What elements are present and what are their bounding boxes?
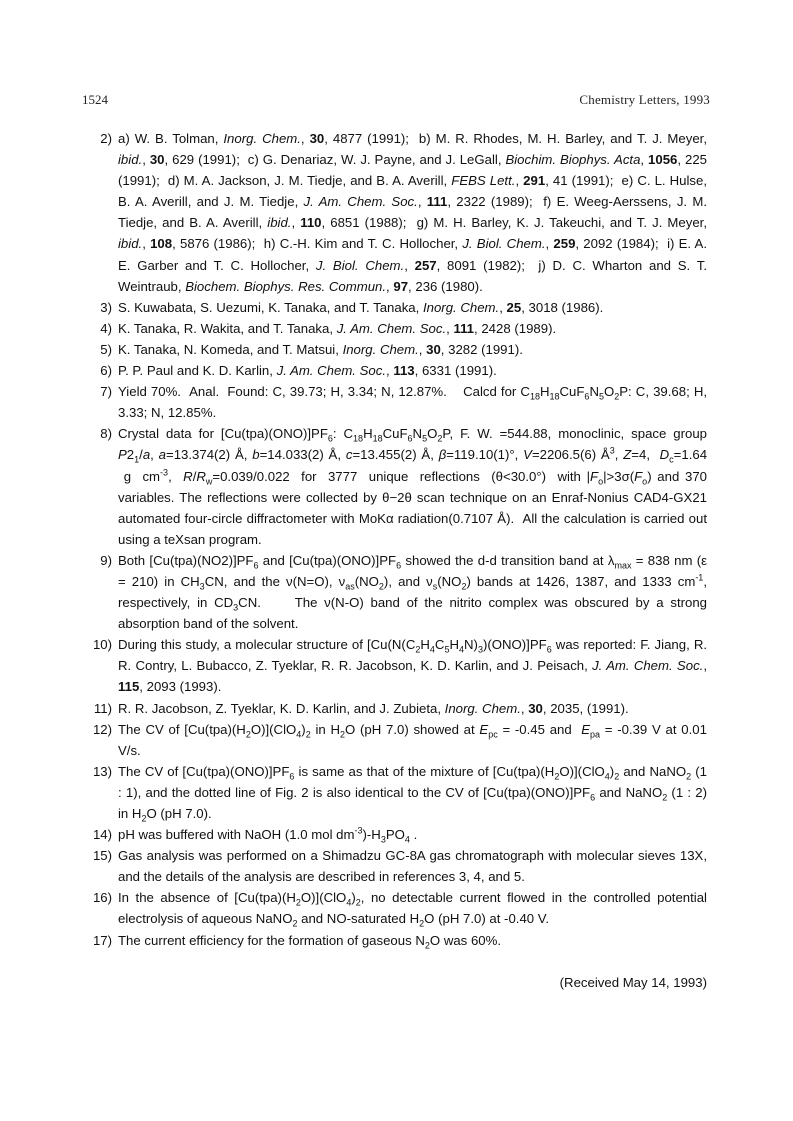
reference-number: 9): [100, 552, 112, 568]
reference-text: S. Kuwabata, S. Uezumi, K. Tanaka, and T. Tanaka, Inorg. Chem., 25, 3018 (1986).: [118, 299, 604, 315]
reference-text: In the absence of $[Cu(tpa)(H_2O)](ClO_4)_2$, no detectable current flowed in the controlled potential electrolysis of aqueous NaNO$_2$ and NO-saturated $H_2O$ (pH 7.0) at -0.40 V.: [118, 890, 707, 930]
reference-text: P. P. Paul and K. D. Karlin, J. Am. Chem. Soc., 113, 6331 (1991).: [118, 363, 497, 379]
reference-item: [82, 824, 707, 845]
reference-number: 3): [100, 299, 112, 315]
reference-item: [82, 128, 707, 297]
reference-number: 17): [92, 932, 112, 948]
reference-item: [82, 318, 707, 339]
running-head: [82, 92, 710, 110]
reference-item: [82, 634, 707, 697]
reference-number: 5): [100, 341, 112, 357]
reference-number: 14): [92, 827, 112, 843]
reference-number: 7): [100, 384, 112, 400]
reference-number: 11): [93, 700, 112, 716]
reference-list: [82, 128, 707, 951]
reference-text: Both $[Cu(tpa)(NO2)]PF_6$ and $[Cu(tpa)(ONO)]PF_6$ showed the d-d transition band at $\lambda_{max} = 838$ nm (ε = 210) in $CH_3CN$, and the ν(N=O), $\nu_{as}(NO_2)$, and $\nu_s(NO_2)$ bands at 1426, 1387, and 1333 $cm^{-1}$, respectively, in $CD_3CN$. The ν(N-O) band of the nitrito complex was obscured by a strong absorption band of the solvent.: [118, 552, 707, 632]
reference-number: 12): [92, 721, 112, 737]
reference-number: 10): [92, 637, 112, 653]
reference-number: 6): [100, 363, 112, 379]
reference-number: 8): [100, 426, 112, 442]
journal-name: Chemistry Letters, 1993: [579, 92, 710, 107]
reference-item: [82, 423, 707, 550]
reference-number: 13): [92, 763, 112, 779]
reference-number: 4): [100, 320, 112, 336]
reference-item: [82, 381, 707, 423]
reference-item: [82, 550, 707, 634]
reference-text: Gas analysis was performed on a Shimadzu GC-8A gas chromatograph with molecular sieves 13X, and the details of the analysis are described in references 3, 4, and 5.: [118, 848, 707, 885]
reference-item: [82, 297, 707, 318]
reference-item: [82, 339, 707, 360]
reference-item: [82, 845, 707, 887]
reference-item: [82, 887, 707, 929]
reference-item: [82, 761, 707, 824]
reference-text: R. R. Jacobson, Z. Tyeklar, K. D. Karlin, and J. Zubieta, Inorg. Chem., 30, 2035, (1991).: [118, 700, 629, 716]
reference-text: During this study, a molecular structure of $[Cu(N(C_2H_4C_5H_4N)_3)(ONO)]PF_6$ was reported: F. Jiang, R. R. Contry, L. Bubacco, Z. Tyeklar, R. R. Jacobson, K. D. Karlin, and J. Peisach, J. Am. Chem. Soc., 115, 2093 (1993).: [118, 637, 708, 695]
reference-text: The CV of $[Cu(tpa)(ONO)]PF_6$ is same as that of the mixture of $[Cu(tpa)(H_2O)](ClO_4)_2$ and NaNO$_2$ (1 : 1), and the dotted line of Fig. 2 is also identical to the CV of $[Cu(tpa)(ONO)]PF_6$ and NaNO$_2$ (1 : 2) in $H_2O$ (pH 7.0).: [118, 763, 707, 824]
reference-number: 2): [100, 131, 112, 146]
received-date: (Received May 14, 1993): [559, 975, 707, 990]
reference-item: [82, 930, 707, 951]
reference-number: 16): [92, 890, 112, 906]
reference-item: [82, 719, 707, 761]
reference-text: Yield 70%. Anal. Found: C, 39.73; H, 3.34; N, 12.87%. Calcd for $C_{18}H_{18}CuF_6N_5O_2P$: C, 39.68; H, 3.33; N, 12.85%.: [118, 384, 708, 421]
reference-text: K. Tanaka, N. Komeda, and T. Matsui, Inorg. Chem., 30, 3282 (1991).: [118, 341, 523, 357]
reference-text: a) W. B. Tolman, Inorg. Chem., 30, 4877 (1991); b) M. R. Rhodes, M. H. Barley, and T. J. Meyer, ibid., 30, 629 (1991); c) G. Denariaz, W. J. Payne, and J. LeGall, Biochim. Biophys. Acta, 1056, 225 (1991); d) M. A. Jackson, J. M. Tiedje, and B. A. Averill, FEBS Lett., 291, 41 (1991); e) C. L. Hulse, B. A. Averill, and J. M. Tiedje, J. Am. Chem. Soc., 111, 2322 (1989); f) E. Weeg-Aerssens, J. M. Tiedje, and B. A. Averill, ibid., 110, 6851 (1988); g) M. H. Barley, K. J. Takeuchi, and T. J. Meyer, ibid., 108, 5876 (1986); h) C.-H. Kim and T. C. Hollocher, J. Biol. Chem., 259, 2092 (1984); i) E. A. E. Garber and T. C. Hollocher, J. Biol. Chem., 257, 8091 (1982); j) D. C. Wharton and S. T. Weintraub, Biochem. Biophys. Res. Commun., 97, 236 (1980).: [118, 131, 708, 294]
reference-number: 15): [92, 848, 112, 864]
reference-text: The current efficiency for the formation of gaseous $N_2O$ was 60%.: [118, 932, 502, 951]
reference-text: pH was buffered with NaOH (1.0 mol $dm^{-3})-H_3PO_4$ .: [118, 825, 418, 845]
reference-text: The CV of $[Cu(tpa)(H_2O)](ClO_4)_2$ in $H_2O$ (pH 7.0) showed at $E_{pc} = -0.45$ and $E_{pa} = -0.39$ V at 0.01 V/s.: [118, 721, 707, 758]
page-number: 1524: [82, 92, 108, 107]
reference-text: K. Tanaka, R. Wakita, and T. Tanaka, J. Am. Chem. Soc., 111, 2428 (1989).: [118, 320, 557, 336]
reference-item: [82, 360, 707, 381]
reference-text: Crystal data for $[Cu(tpa)(ONO)]PF_6$: $C_{18}H_{18}CuF_6N_5O_2P$, F. W. =544.88, monoclinic, space group $P2_1/a$, a=13.374(2) Å, b=14.033(2) Å, c=13.455(2) Å, β=119.10(1)°, V=2206.5(6) $Å^3$, Z=4, $D_c=1.64$ g $cm^{-3}$, $R/R_w=0.039/0.022$ for 3777 unique reflections (θ<30.0°) with $|F_o|>3\sigma(F_o)$ and 370 variables. The reflections were collected by θ−2θ scan technique on an Enraf-Nonius CAD4-GX21 automated four-circle diffractometer with MoKα radiation(0.7107 Å). All the calculation is carried out using a teXsan program.: [118, 426, 708, 547]
reference-item: [82, 698, 707, 719]
